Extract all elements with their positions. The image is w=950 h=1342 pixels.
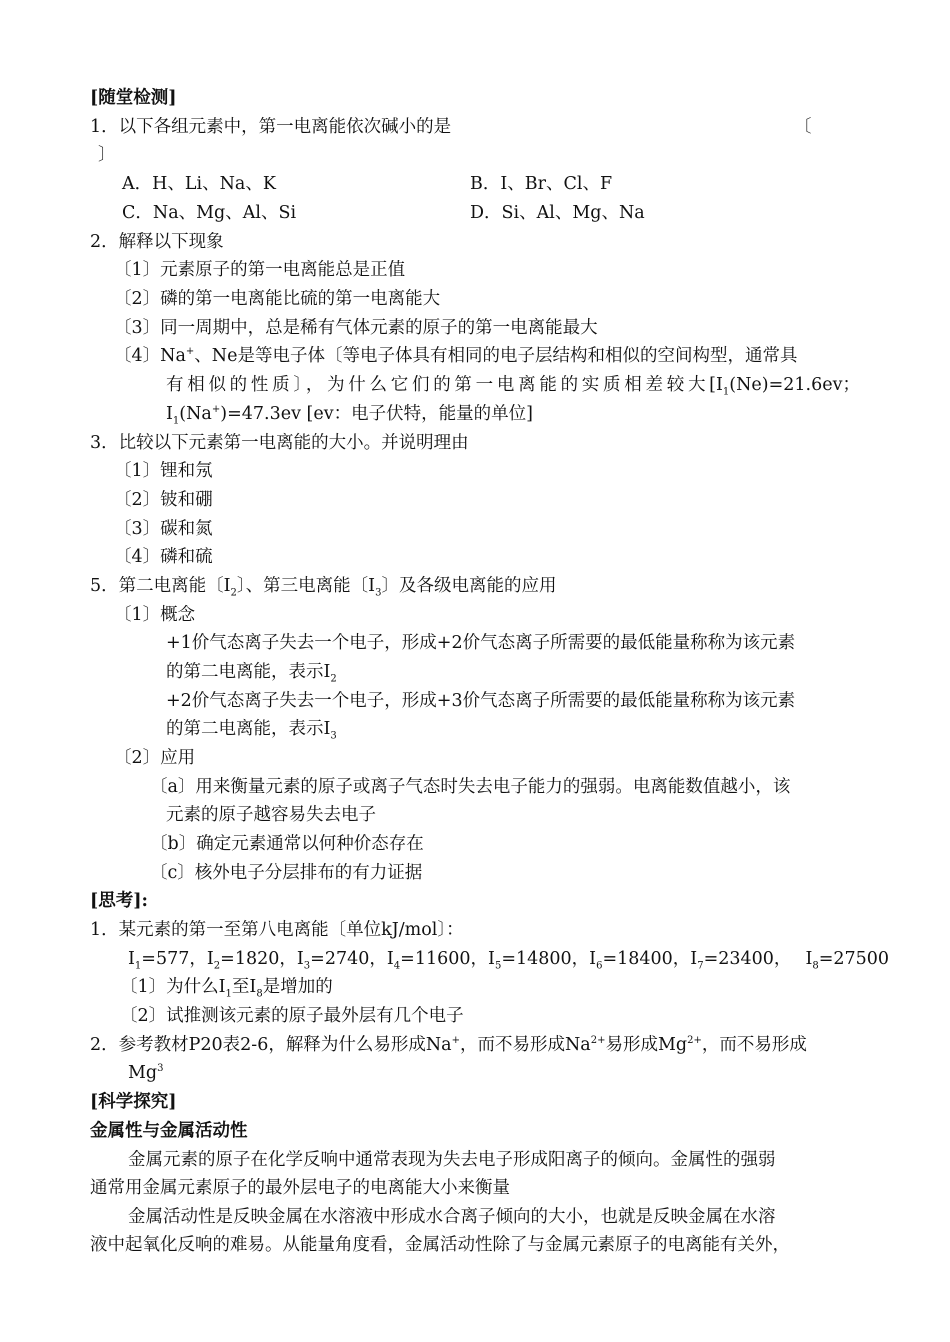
q5-concept-1-line2: 的第二电离能，表示$I_2$: [166, 662, 337, 685]
ionization-value: $I_2=1820$，: [206, 949, 297, 972]
para1-line1: 金属元素的原子在化学反响中通常表现为失去电子形成阳离子的倾向。金属性的强弱: [128, 1150, 776, 1170]
q1-bracket-close: 〕: [98, 145, 116, 165]
q5-concept-2-line2: 的第二电离能，表示$I_3$: [166, 719, 337, 742]
section-title-quiz: [随堂检测]: [90, 88, 177, 108]
q5-concept-1-line1: +1价气态离子失去一个电子，形成+2价气态离子所需要的最低能量称称为该元素: [166, 633, 796, 653]
q2-item-4-line3: $I_1(Na^+)=47.3ev$ [ev：电子伏特，能量的单位]: [166, 404, 533, 427]
q5-application-b: 〔b〕确定元素通常以何种价态存在: [150, 834, 424, 854]
q2-item-4-line2: 有相似的性质〕，为什么它们的第一电离能的实质相差较大[$I_1(Ne)=21.6ev$；: [166, 375, 860, 398]
q1-option-d: D．Si、Al、Mg、Na: [470, 203, 645, 223]
section-title-science: [科学探究]: [90, 1092, 177, 1112]
para1-line2: 通常用金属元素原子的最外层电子的电离能大小来衡量: [90, 1178, 510, 1198]
think-1-stem: 1．某元素的第一至第八电离能〔单位kJ/mol〕：: [90, 920, 464, 940]
think-2-line2: Mg$^3$: [128, 1063, 164, 1083]
ionization-value: $I_1=577$，: [128, 949, 207, 972]
q5-concept-title: 〔1〕概念: [114, 605, 196, 625]
think-2-line1: 2．参考教材P20表2-6，解释为什么易形成Na+，而不易形成$Na^{2+}$易形成$Mg^{2+}$，而不易形成: [90, 1035, 807, 1055]
q5-application-a-line1: 〔a〕用来衡量元素的原子或离子气态时失去电子能力的强弱。电离能数值越小，该: [150, 777, 791, 797]
ionization-value: $I_4=11600$，: [386, 949, 489, 972]
ionization-value: $I_5=14800$，: [488, 949, 590, 972]
q1-bracket-open: 〔: [794, 117, 812, 137]
q2-item-4-line1: 〔4〕Na+、Ne是等电子体〔等电子体具有相同的电子层结构和相似的空间构型，通常具: [114, 346, 798, 366]
think-1-question-a: 〔1〕为什么$I_1$至$I_8$是增加的: [120, 977, 333, 1000]
think-1-question-b: 〔2〕试推测该元素的原子最外层有几个电子: [120, 1006, 464, 1026]
section-title-thinking: [思考]:: [90, 891, 149, 911]
q1-option-b: B．I、Br、Cl、F: [470, 174, 613, 194]
q3-item-1: 〔1〕锂和氖: [114, 461, 213, 481]
think-1-ionization-values: [128, 947, 889, 971]
q1-stem: 1．以下各组元素中，第一电离能依次碱小的是: [90, 117, 452, 137]
q3-item-3: 〔3〕碳和氮: [114, 519, 213, 539]
q1-option-c: C．Na、Mg、Al、Si: [122, 203, 297, 223]
subsection-title-metallicity: 金属性与金属活动性: [90, 1121, 248, 1141]
q5-application-title: 〔2〕应用: [114, 748, 196, 768]
q2-stem: 2．解释以下现象: [90, 232, 224, 252]
q1-option-a: A．H、Li、Na、K: [122, 174, 276, 194]
ionization-value: $I_8=27500$: [805, 949, 890, 972]
q3-item-4: 〔4〕磷和硫: [114, 547, 213, 567]
q3-item-2: 〔2〕铍和硼: [114, 490, 213, 510]
q3-stem: 3．比较以下元素第一电离能的大小。并说明理由: [90, 433, 469, 453]
q5-concept-2-line1: +2价气态离子失去一个电子，形成+3价气态离子所需要的最低能量称称为该元素: [166, 691, 796, 711]
q2-item-1: 〔1〕元素原子的第一电离能总是正值: [114, 260, 406, 280]
q5-application-a-line2: 元素的原子越容易失去电子: [166, 805, 376, 825]
q5-application-c: 〔c〕核外电子分层排布的有力证据: [150, 863, 423, 883]
q5-stem: 5．第二电离能〔$I_2$〕、第三电离能〔$I_3$〕及各级电离能的应用: [90, 576, 557, 599]
para2-line2: 液中起氧化反响的难易。从能量角度看，金属活动性除了与金属元素原子的电离能有关外，: [90, 1235, 790, 1255]
q2-item-2: 〔2〕磷的第一电离能比硫的第一电离能大: [114, 289, 441, 309]
ionization-value: $I_6=18400$，: [589, 949, 691, 972]
q2-item-3: 〔3〕同一周期中，总是稀有气体元素的原子的第一电离能最大: [114, 318, 598, 338]
ionization-value: $I_7=23400$，: [690, 949, 792, 972]
para2-line1: 金属活动性是反映金属在水溶液中形成水合离子倾向的大小，也就是反映金属在水溶: [128, 1207, 776, 1227]
ionization-value: $I_3=2740$，: [296, 949, 387, 972]
